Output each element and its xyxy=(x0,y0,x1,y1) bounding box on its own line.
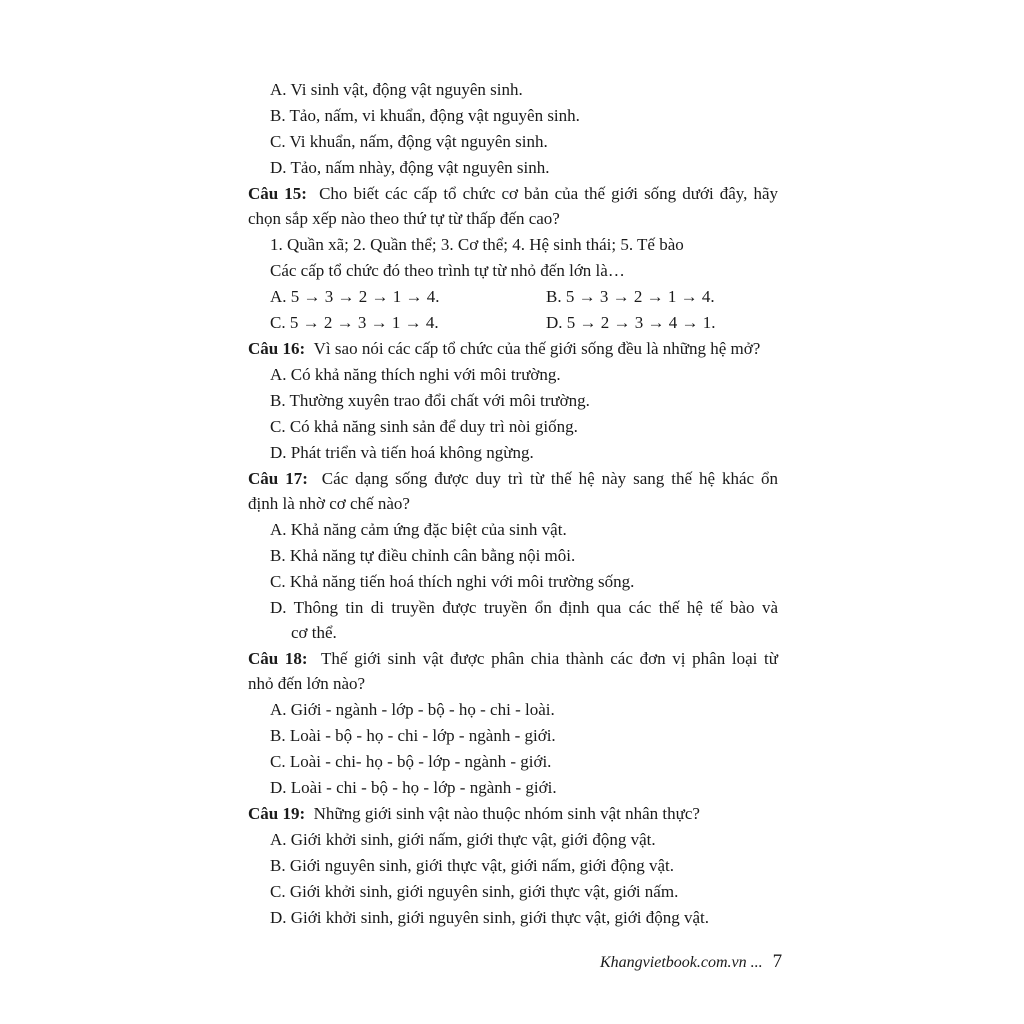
q18-option-c: C. Loài - chi- họ - bộ - lớp - ngành - giới. xyxy=(270,752,552,771)
q17-option-d-line1: D. Thông tin di truyền được truyền ổn định qua các thế hệ tế bào và xyxy=(270,598,778,617)
q19-question xyxy=(248,804,778,824)
q19-option-c: C. Giới khởi sinh, giới nguyên sinh, giới thực vật, giới nấm. xyxy=(270,882,679,901)
q15-option-d: D. 5 → 2 → 3 → 4 → 1. xyxy=(546,313,716,332)
q16-question xyxy=(248,339,778,359)
q18-option-a: A. Giới - ngành - lớp - bộ - họ - chi - loài. xyxy=(270,700,555,719)
q18-question-line2: nhỏ đến lớn nào? xyxy=(248,674,366,693)
q18-number: Câu 18: xyxy=(248,649,308,668)
q16-option-d: D. Phát triển và tiến hoá không ngừng. xyxy=(270,443,534,462)
q17-option-a: A. Khả năng cảm ứng đặc biệt của sinh vật. xyxy=(270,520,567,539)
q16-option-a: A. Có khả năng thích nghi với môi trường. xyxy=(270,365,561,384)
q15-option-a: A. 5 → 3 → 2 → 1 → 4. xyxy=(270,287,440,306)
q19-text: Những giới sinh vật nào thuộc nhóm sinh vật nhân thực? xyxy=(313,804,700,823)
q15-question-line2: chọn sắp xếp nào theo thứ tự từ thấp đến cao? xyxy=(248,209,560,228)
q17-option-c: C. Khả năng tiến hoá thích nghi với môi trường sống. xyxy=(270,572,635,591)
q15-list: 1. Quần xã; 2. Quần thể; 3. Cơ thể; 4. Hệ sinh thái; 5. Tế bào xyxy=(270,235,684,254)
q15-option-c: C. 5 → 2 → 3 → 1 → 4. xyxy=(270,313,439,332)
q17-option-d-line2: cơ thể. xyxy=(291,623,337,642)
q15-question-line1 xyxy=(248,184,778,204)
q18-question-line1 xyxy=(248,649,778,669)
q18-option-b: B. Loài - bộ - họ - chi - lớp - ngành - giới. xyxy=(270,726,556,745)
q16-option-c: C. Có khả năng sinh sản để duy trì nòi giống. xyxy=(270,417,578,436)
q14-option-b: B. Tảo, nấm, vi khuẩn, động vật nguyên sinh. xyxy=(270,106,580,125)
q15-text-line1: Cho biết các cấp tổ chức cơ bản của thế giới sống dưới đây, hãy xyxy=(319,184,778,203)
q15-number: Câu 15: xyxy=(248,184,307,203)
footer-site: Khangvietbook.com.vn ... xyxy=(600,954,763,971)
q16-text: Vì sao nói các cấp tổ chức của thế giới sống đều là những hệ mở? xyxy=(313,339,761,358)
q14-option-c: C. Vi khuẩn, nấm, động vật nguyên sinh. xyxy=(270,132,548,151)
q17-question-line1 xyxy=(248,469,778,489)
q14-option-a: A. Vi sinh vật, động vật nguyên sinh. xyxy=(270,80,523,99)
q15-option-b: B. 5 → 3 → 2 → 1 → 4. xyxy=(546,287,715,306)
q17-option-b: B. Khả năng tự điều chỉnh cân bằng nội môi. xyxy=(270,546,576,565)
q19-option-a: A. Giới khởi sinh, giới nấm, giới thực vật, giới động vật. xyxy=(270,830,656,849)
q18-option-d: D. Loài - chi - bộ - họ - lớp - ngành - giới. xyxy=(270,778,557,797)
q18-text-line1: Thế giới sinh vật được phân chia thành các đơn vị phân loại từ xyxy=(320,649,778,668)
q19-number: Câu 19: xyxy=(248,804,306,823)
q17-text-line1: Các dạng sống được duy trì từ thế hệ này sang thế hệ khác ổn xyxy=(321,469,778,488)
q14-option-d: D. Tảo, nấm nhày, động vật nguyên sinh. xyxy=(270,158,550,177)
q16-option-b: B. Thường xuyên trao đổi chất với môi trường. xyxy=(270,391,590,410)
q16-number: Câu 16: xyxy=(248,339,306,358)
q19-option-d: D. Giới khởi sinh, giới nguyên sinh, giới thực vật, giới động vật. xyxy=(270,908,710,927)
q15-prompt: Các cấp tổ chức đó theo trình tự từ nhỏ đến lớn là… xyxy=(270,261,625,280)
page-footer xyxy=(600,951,782,973)
page-number: 7 xyxy=(772,951,783,972)
q17-question-line2: định là nhờ cơ chế nào? xyxy=(248,494,410,513)
q17-number: Câu 17: xyxy=(248,469,308,488)
q19-option-b: B. Giới nguyên sinh, giới thực vật, giới nấm, giới động vật. xyxy=(270,856,675,875)
